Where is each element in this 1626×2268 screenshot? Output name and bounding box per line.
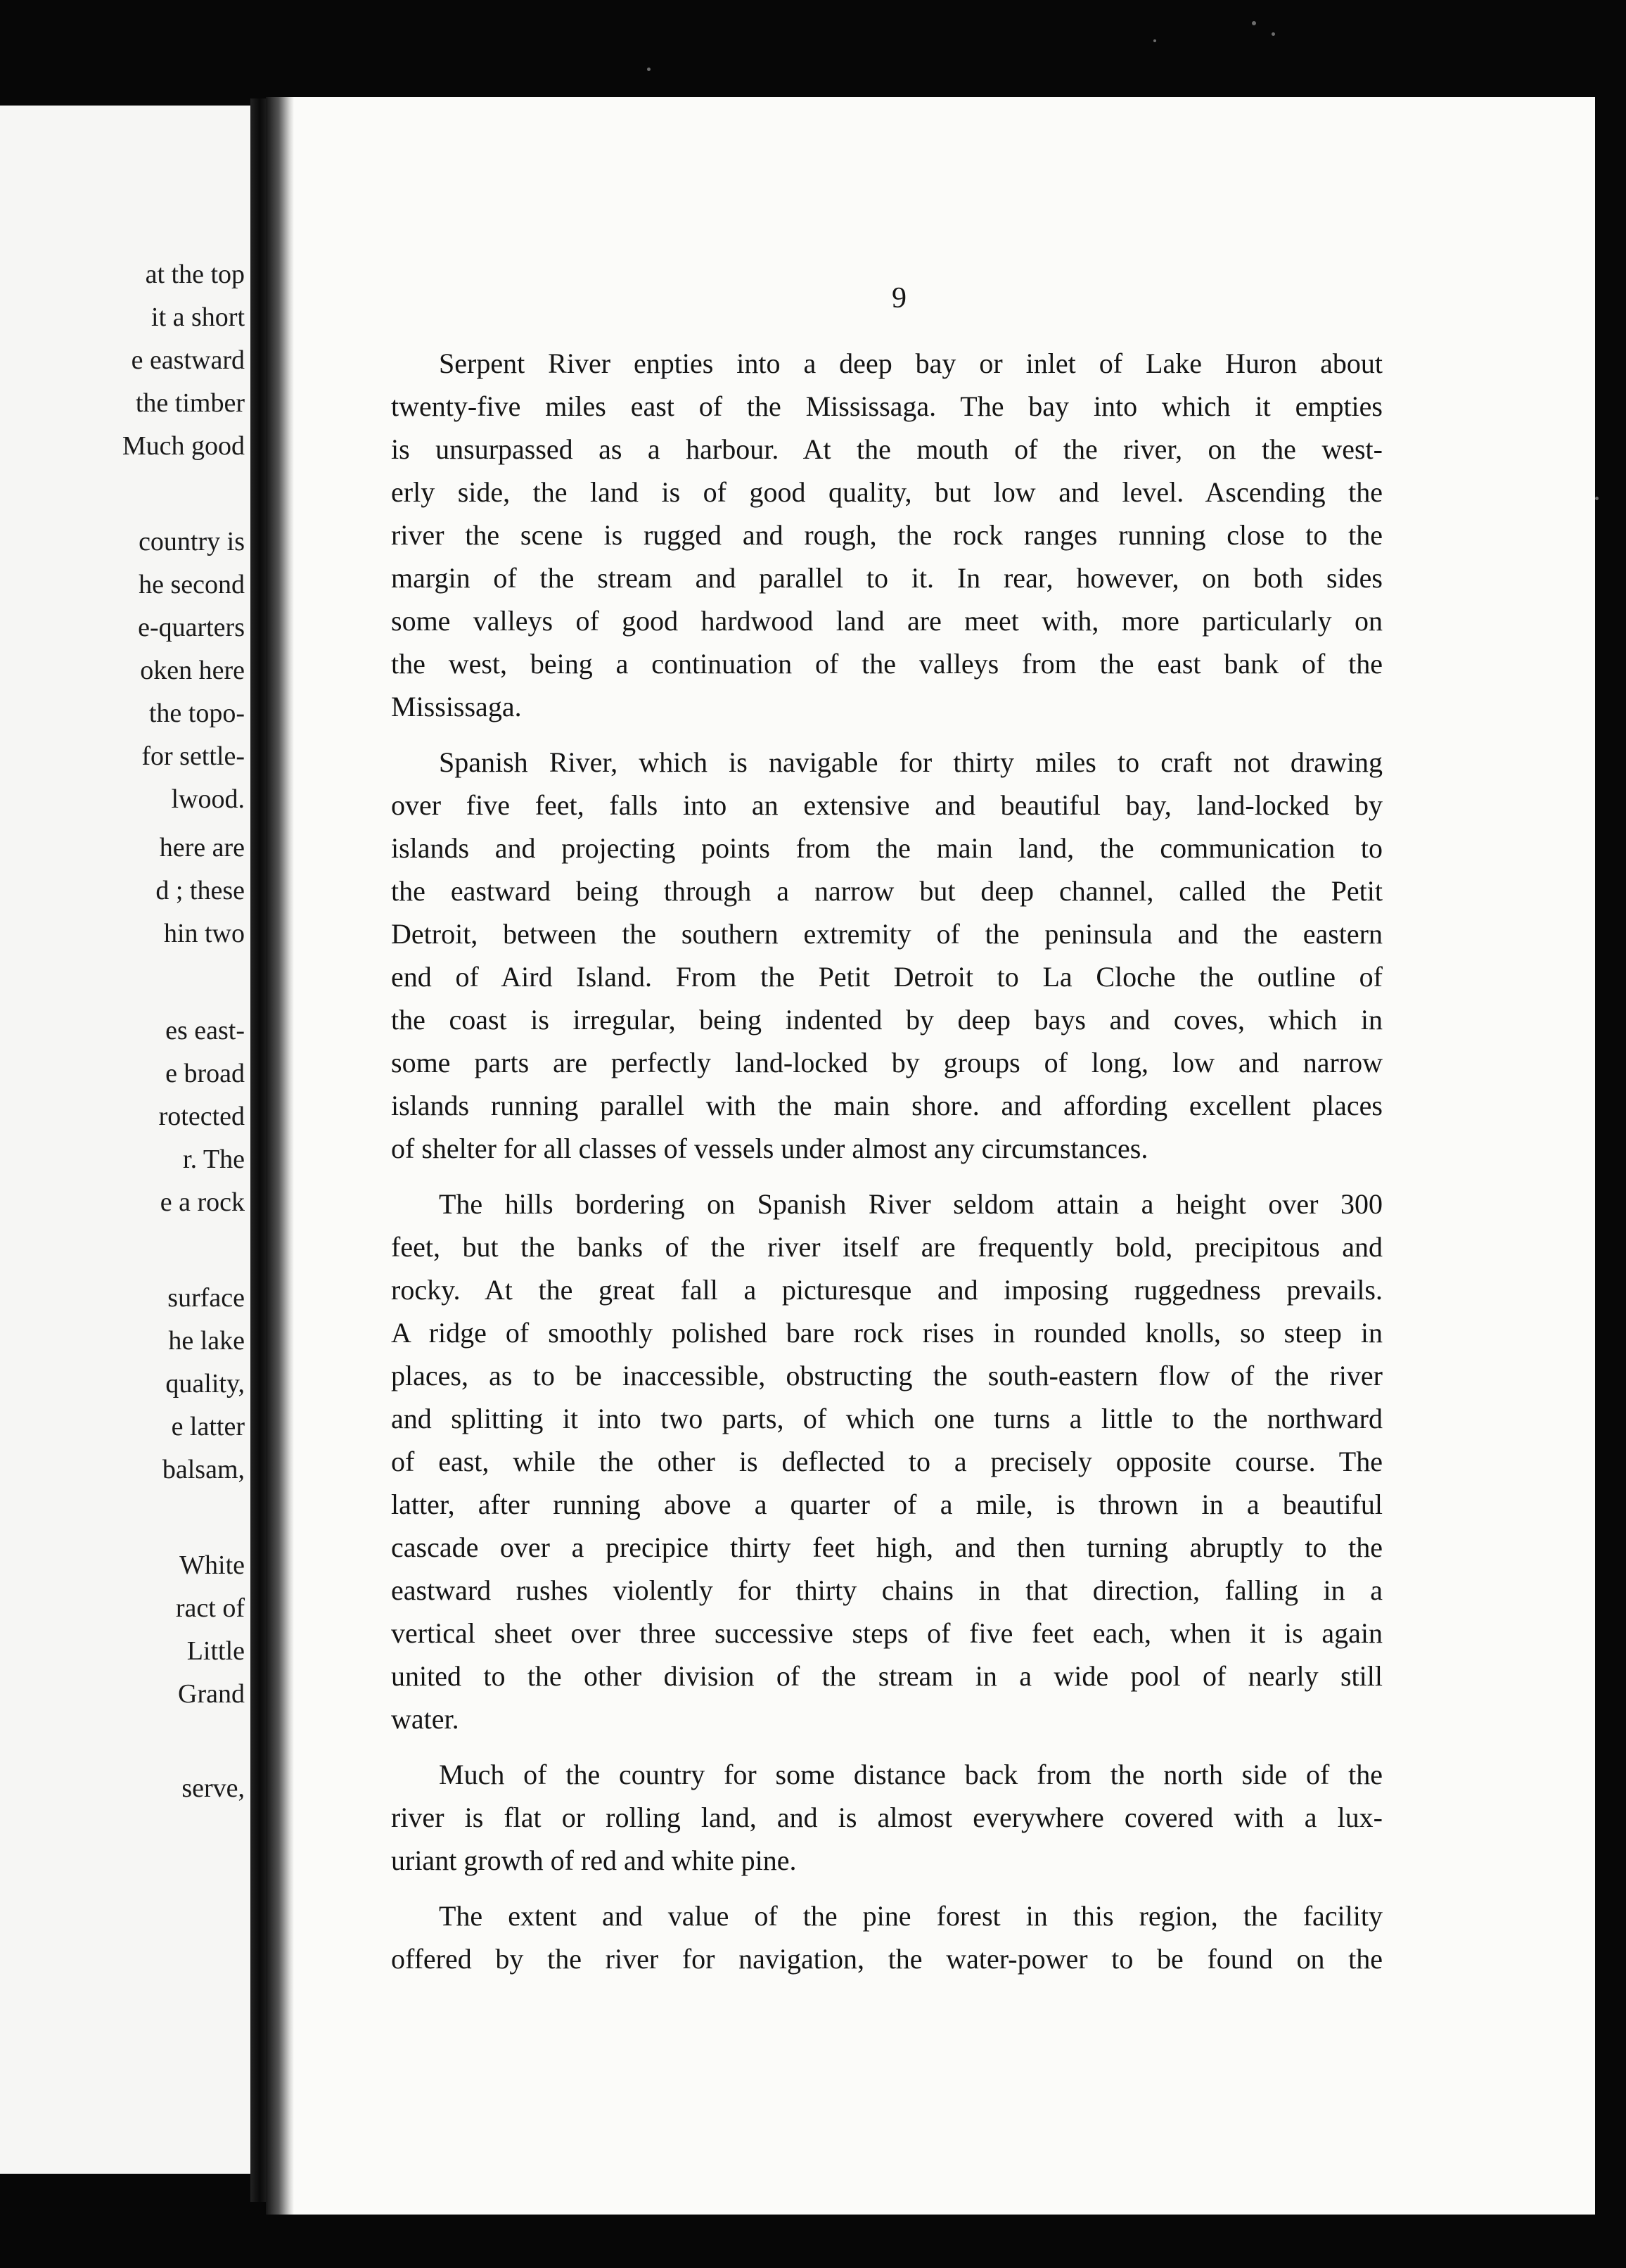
text-line: twenty-five miles east of the Mississaga. The bay into which it empties: [391, 390, 1383, 422]
left-page-fragment: here are: [159, 833, 245, 862]
text-line: Much of the country for some distance back from the north side of the: [439, 1759, 1383, 1790]
book-spine-shadow: [250, 98, 266, 2202]
left-page-fragment: e eastward: [131, 345, 245, 375]
left-page-fragment: he second: [139, 570, 245, 599]
left-page-fragment: d ; these: [155, 876, 245, 905]
text-line: end of Aird Island. From the Petit Detroit to La Cloche the outline of: [391, 961, 1383, 993]
text-line: cascade over a precipice thirty feet high, and then turning abruptly to the: [391, 1531, 1383, 1563]
paragraph: [391, 1894, 1383, 1980]
text-line: the west, being a continuation of the valleys from the east bank of the: [391, 648, 1383, 680]
left-page-fragment: it a short: [151, 302, 245, 332]
left-page-fragment: at the top: [145, 260, 245, 289]
text-line: some parts are perfectly land-locked by groups of long, low and narrow: [391, 1047, 1383, 1078]
left-page-fragment: oken here: [140, 656, 245, 685]
page-number: 9: [892, 282, 907, 314]
text-line: river is flat or rolling land, and is almost everywhere covered with a lux-: [391, 1802, 1383, 1833]
text-line: water.: [391, 1703, 459, 1735]
left-page-fragment: balsam,: [162, 1455, 245, 1484]
left-page-fragment: es east-: [165, 1016, 245, 1045]
text-line: is unsurpassed as a harbour. At the mouth of the river, on the west-: [391, 433, 1383, 465]
text-line: Detroit, between the southern extremity of the peninsula and the eastern: [391, 918, 1383, 950]
left-page-fragment: country is: [139, 527, 245, 556]
left-page-fragment: the timber: [135, 388, 245, 418]
text-line: feet, but the banks of the river itself are frequently bold, precipitous and: [391, 1231, 1383, 1263]
left-page-fragment: surface: [167, 1283, 245, 1313]
left-page-fragment: ract of: [175, 1593, 245, 1623]
text-line: Mississaga.: [391, 691, 522, 722]
text-line: places, as to be inaccessible, obstructing the south-eastern flow of the river: [391, 1360, 1383, 1391]
text-line: A ridge of smoothly polished bare rock rises in rounded knolls, so steep in: [391, 1317, 1383, 1349]
text-line: The extent and value of the pine forest in this region, the facility: [439, 1900, 1383, 1932]
text-line: united to the other division of the stream in a wide pool of nearly still: [391, 1660, 1383, 1692]
left-page-fragment: e latter: [171, 1412, 245, 1441]
paragraph: [391, 741, 1383, 1170]
text-line: offered by the river for navigation, the water-power to be found on the: [391, 1943, 1383, 1975]
text-line: rocky. At the great fall a picturesque and imposing ruggedness prevails.: [391, 1274, 1383, 1306]
page-gutter: [266, 97, 294, 2215]
left-page-fragment: lwood.: [171, 784, 245, 814]
text-line: of east, while the other is deflected to a precisely opposite course. The: [391, 1446, 1383, 1477]
left-page-fragment: quality,: [165, 1369, 245, 1399]
paragraph: [391, 1183, 1383, 1740]
left-page-fragment: he lake: [168, 1326, 245, 1356]
left-page-fragment: serve,: [181, 1773, 245, 1803]
left-page-fragment: for settle-: [141, 741, 245, 771]
text-line: margin of the stream and parallel to it. In rear, however, on both sides: [391, 562, 1383, 594]
right-page: [266, 97, 1595, 2215]
text-line: islands and projecting points from the main land, the communication to: [391, 832, 1383, 864]
text-line: river the scene is rugged and rough, the rock ranges running close to the: [391, 519, 1383, 551]
left-page-fragment: hin two: [163, 919, 245, 948]
text-line: some valleys of good hardwood land are meet with, more particularly on: [391, 605, 1383, 637]
text-line: the coast is irregular, being indented by deep bays and coves, which in: [391, 1004, 1383, 1036]
text-line: erly side, the land is of good quality, but low and level. Ascending the: [391, 476, 1383, 508]
text-line: uriant growth of red and white pine.: [391, 1845, 797, 1876]
text-line: vertical sheet over three successive steps of five feet each, when it is again: [391, 1617, 1383, 1649]
text-line: islands running parallel with the main shore. and affording excellent places: [391, 1090, 1383, 1121]
left-page-fragment: e a rock: [160, 1187, 245, 1217]
paragraph: [391, 1753, 1383, 1882]
text-line: latter, after running above a quarter of a mile, is thrown in a beautiful: [391, 1489, 1383, 1520]
left-page-fragment: Much good: [122, 431, 245, 461]
left-page-fragment: e-quarters: [138, 613, 245, 642]
text-line: eastward rushes violently for thirty chains in that direction, falling in a: [391, 1574, 1383, 1606]
text-line: the eastward being through a narrow but deep channel, called the Petit: [391, 875, 1383, 907]
text-line: over five feet, falls into an extensive and beautiful bay, land-locked by: [391, 789, 1383, 821]
left-page-fragment: Grand: [178, 1679, 245, 1709]
text-line: of shelter for all classes of vessels under almost any circumstances.: [391, 1133, 1148, 1164]
text-line: and splitting it into two parts, of which one turns a little to the northward: [391, 1403, 1383, 1434]
text-line: The hills bordering on Spanish River seldom attain a height over 300: [439, 1188, 1383, 1220]
left-page-fragment: e broad: [165, 1059, 245, 1088]
text-line: Serpent River enpties into a deep bay or inlet of Lake Huron about: [439, 348, 1383, 379]
left-page-fragment: White: [179, 1550, 245, 1580]
body-text: [391, 342, 1383, 1993]
left-page-edge: [0, 106, 250, 2174]
paragraph: [391, 342, 1383, 728]
left-page-fragment: r. The: [183, 1145, 245, 1174]
left-page-fragment: rotected: [158, 1102, 245, 1131]
left-page-fragment: Little: [186, 1636, 245, 1666]
left-page-fragment: the topo-: [148, 699, 245, 728]
text-line: Spanish River, which is navigable for thirty miles to craft not drawing: [439, 746, 1383, 778]
